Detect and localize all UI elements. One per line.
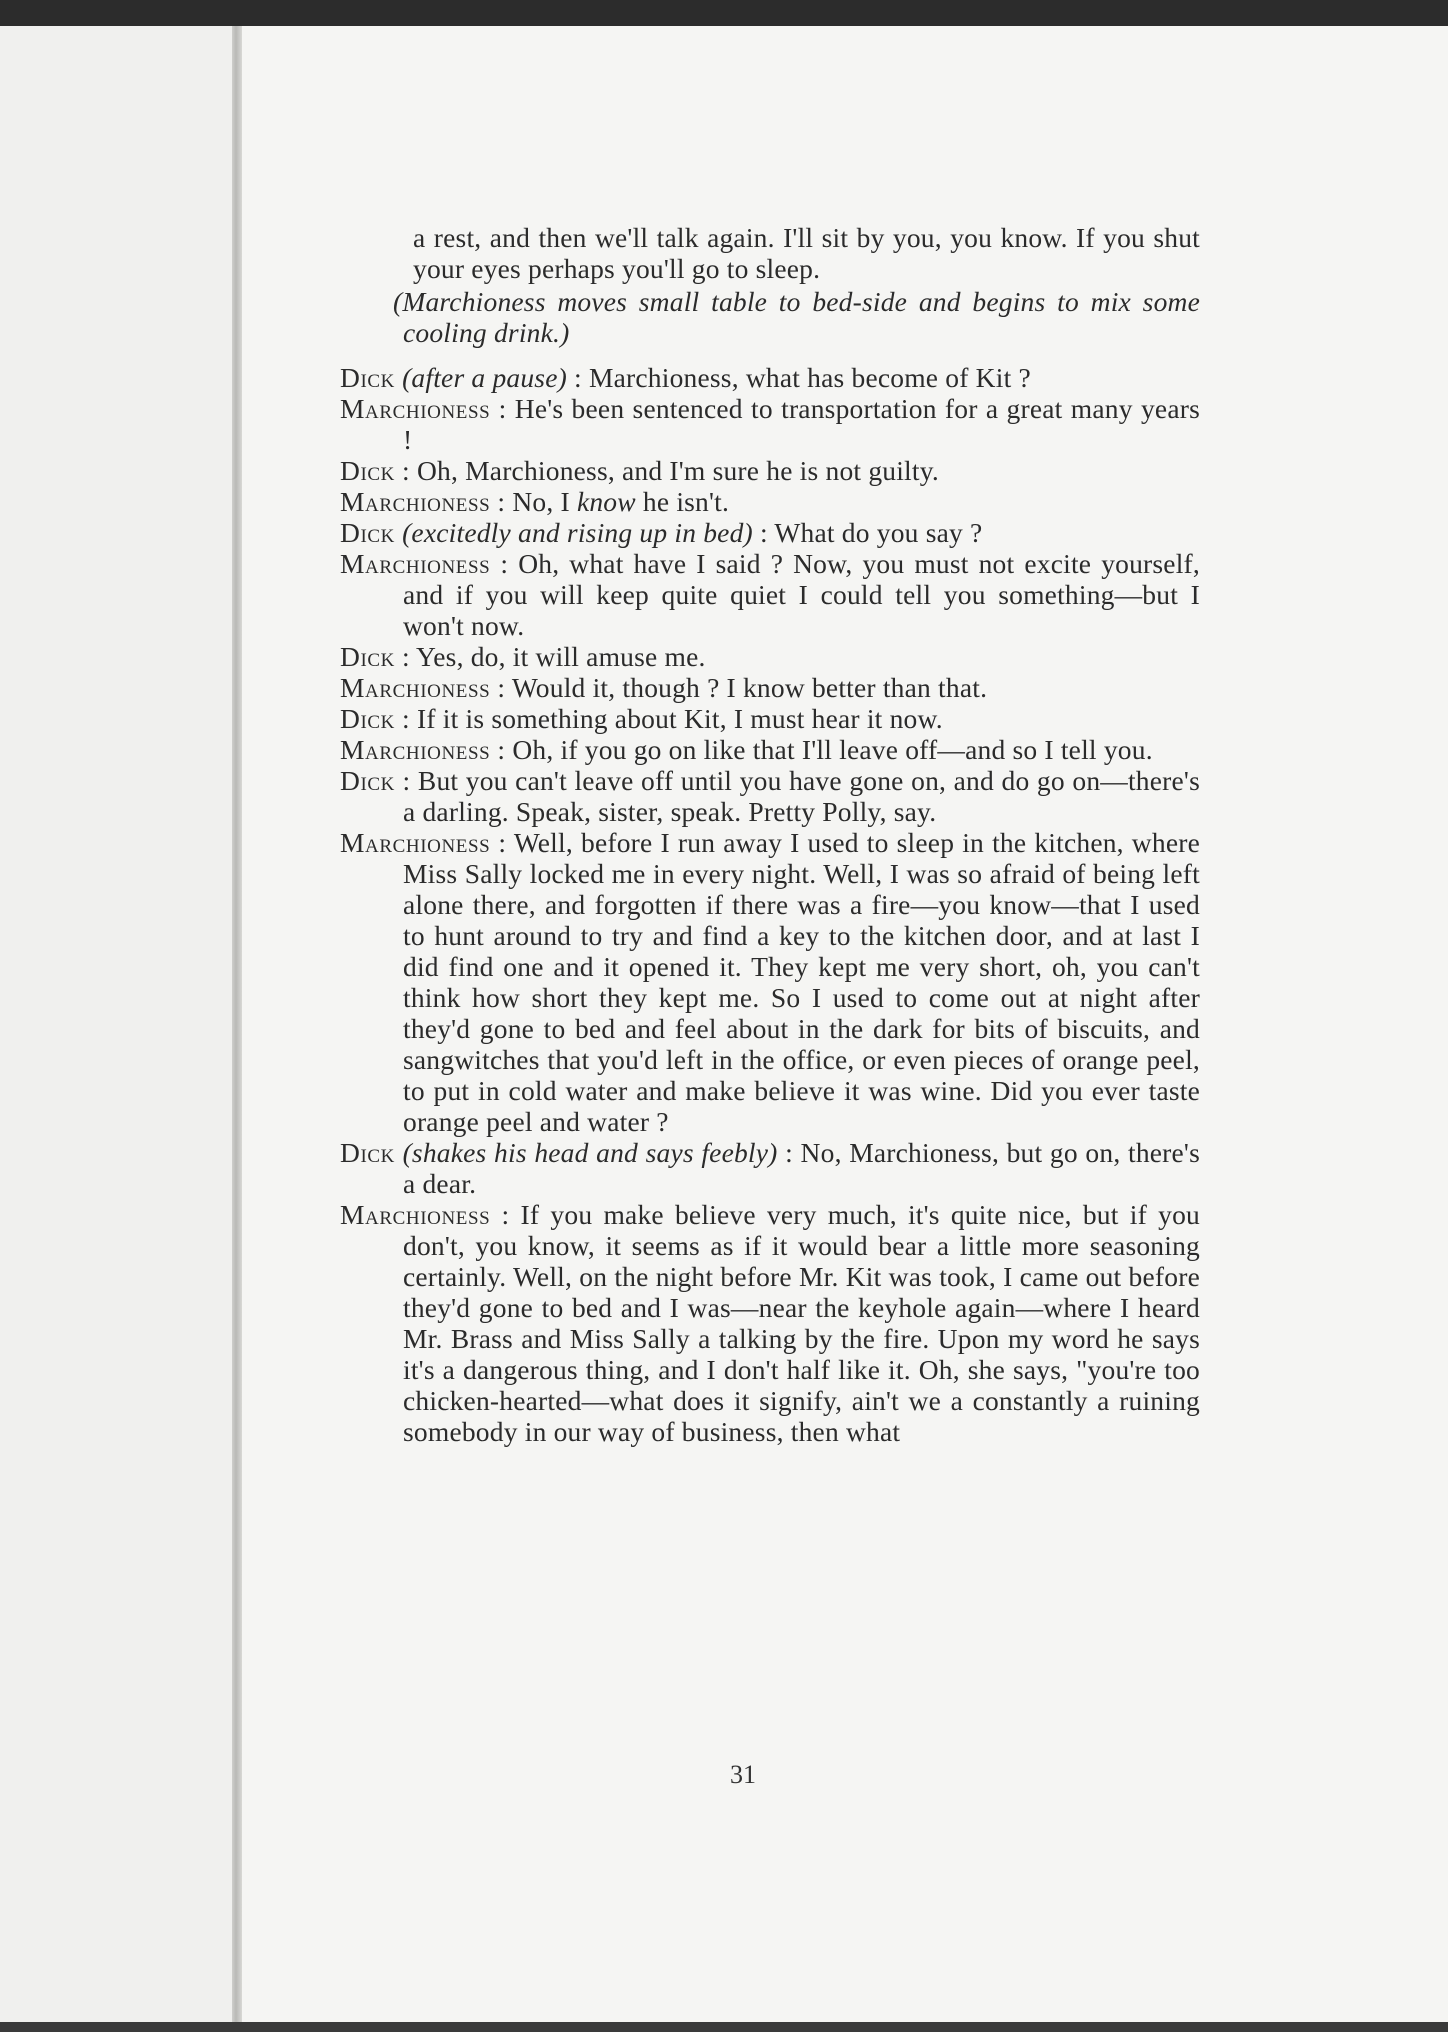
paren-open: ( bbox=[393, 286, 403, 317]
dialogue-text: : No, I bbox=[490, 486, 577, 517]
dialogue-line bbox=[340, 703, 1200, 734]
speaker-name: Dick bbox=[340, 1137, 395, 1168]
dialogue-text: he isn't. bbox=[635, 486, 730, 517]
dialogue-text: : Yes, do, it will amuse me. bbox=[394, 641, 706, 672]
speaker-name: Marchioness bbox=[340, 393, 491, 424]
speaker-name: Marchioness bbox=[340, 548, 491, 579]
speaker-name: Dick bbox=[340, 703, 395, 734]
dialogue-line bbox=[340, 734, 1200, 765]
direction: (shakes his head and says feebly) bbox=[402, 1137, 778, 1168]
direction: (after a pause) bbox=[402, 362, 567, 393]
dialogue-line bbox=[340, 641, 1200, 672]
dialogue-text: : If you make believe very much, it's quite nice, but if you don't, you know, it seems as if it would bear a little more seasoning certainly. Well, on the night before Mr. Kit was took, I came out before they'd gone to bed and I was—near the keyhole again—where I heard Mr. Brass and Miss Sally a talking by the fire. Upon my word he says it's a dangerous thing, and I don't half like it. Oh, she says, "you're too chicken-hearted—what does it signify, ain't we a constantly a ruining somebody in our way of business, then what bbox=[403, 1199, 1200, 1447]
dialogue-line bbox=[340, 548, 1200, 641]
speaker-name: Marchioness bbox=[340, 827, 491, 858]
dialogue-text: : Would it, though ? I know better than that. bbox=[490, 672, 988, 703]
dialogue-line bbox=[340, 765, 1200, 827]
book-gutter bbox=[232, 26, 242, 2022]
dialogue-line bbox=[340, 362, 1200, 393]
dialogue-line bbox=[340, 1199, 1200, 1447]
speaker-name: Dick bbox=[340, 517, 395, 548]
paren-close: ) bbox=[560, 317, 570, 348]
emphasis: know bbox=[576, 486, 636, 517]
dialogue-text: : No, Marchioness, but go on, there's a dear. bbox=[403, 1137, 1200, 1199]
page-text bbox=[340, 222, 1200, 1447]
dialogue-text: : Oh, what have I said ? Now, you must not excite yourself, and if you will keep quite quiet I could tell you something—but I won't now. bbox=[403, 548, 1200, 641]
scanner-top-edge bbox=[0, 0, 1448, 26]
speaker-name: Dick bbox=[340, 362, 395, 393]
dialogue-text: : Well, before I run away I used to sleep in the kitchen, where Miss Sally locked me in every night. Well, I was so afraid of being left alone there, and forgotten if there was a fire—you know—that I used to hunt around to try and find a key to the kitchen door, and at last I did find one and it opened it. They kept me very short, oh, you can't think how short they kept me. So I used to come out at night after they'd gone to bed and feel about in the dark for bits of biscuits, and sangwitches that you'd left in the office, or even pieces of orange peel, to put in cold water and make believe it was wine. Did you ever taste orange peel and water ? bbox=[403, 827, 1200, 1137]
speaker-name: Dick bbox=[340, 641, 395, 672]
scanner-bottom-edge bbox=[0, 2022, 1448, 2032]
dialogue-line bbox=[340, 672, 1200, 703]
dialogue-text: : He's been sentenced to transportation for a great many years ! bbox=[403, 393, 1200, 455]
dialogue-text: : If it is something about Kit, I must hear it now. bbox=[394, 703, 943, 734]
dialogue-text: : Oh, Marchioness, and I'm sure he is not guilty. bbox=[394, 455, 939, 486]
dialogue-line bbox=[340, 517, 1200, 548]
dialogue-text: : Oh, if you go on like that I'll leave off—and so I tell you. bbox=[490, 734, 1153, 765]
dialogue-text: : What do you say ? bbox=[752, 517, 983, 548]
dialogue-line bbox=[340, 827, 1200, 1137]
page-number: 31 bbox=[730, 1760, 756, 1789]
speaker-name: Marchioness bbox=[340, 672, 491, 703]
stage-direction-text: Marchioness moves small table to bed-side and begins to mix some cooling drink. bbox=[402, 286, 1200, 348]
dialogue-text: : Marchioness, what has become of Kit ? bbox=[566, 362, 1031, 393]
dialogue-line bbox=[340, 1137, 1200, 1199]
text-line bbox=[340, 222, 1200, 284]
stage-direction bbox=[340, 286, 1200, 348]
direction: (excitedly and rising up in bed) bbox=[402, 517, 753, 548]
speaker-name: Dick bbox=[340, 765, 395, 796]
speaker-name: Marchioness bbox=[340, 486, 491, 517]
text-span: a rest, and then we'll talk again. I'll sit by you, you know. If you shut your eyes perhaps you'll go to sleep. bbox=[413, 222, 1200, 284]
dialogue-line bbox=[340, 393, 1200, 455]
speaker-name: Marchioness bbox=[340, 734, 491, 765]
left-page-margin bbox=[0, 26, 232, 2022]
speaker-name: Dick bbox=[340, 455, 395, 486]
dialogue-text: : But you can't leave off until you have gone on, and do go on—there's a darling. Speak, sister, speak. Pretty Polly, say. bbox=[394, 765, 1200, 827]
speaker-name: Marchioness bbox=[340, 1199, 491, 1230]
dialogue-line bbox=[340, 455, 1200, 486]
dialogue-line bbox=[340, 486, 1200, 517]
